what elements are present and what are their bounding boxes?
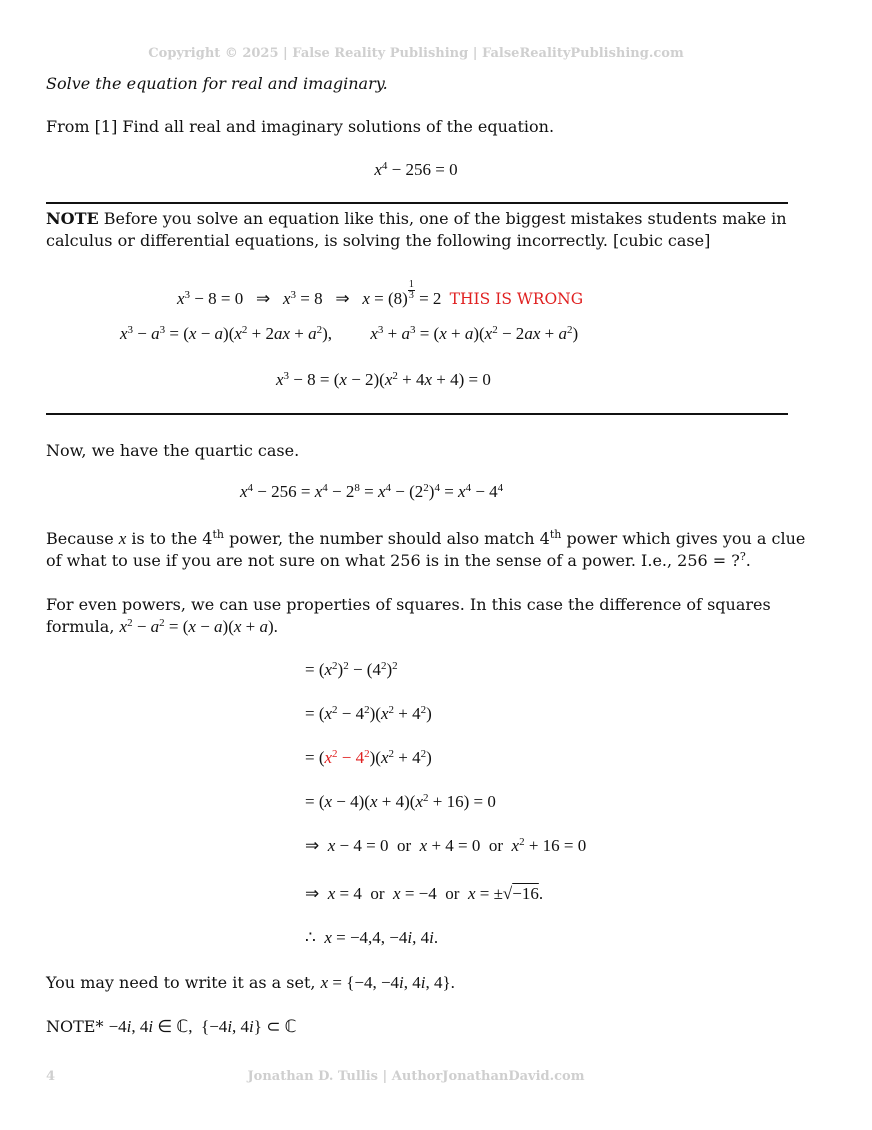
step-3: = $(x^2 - 4^2)(x^2 + 4^2)$: [305, 748, 432, 767]
footer-author: Jonathan D. Tullis | AuthorJonathanDavid.com: [247, 1069, 585, 1084]
note-label: NOTE: [46, 209, 99, 228]
cubic-factored: $x^3 - 8 = (x - 2)(x^2 + 4x + 4) = 0$: [276, 370, 491, 389]
set-line: You may need to write it as a set, x = {−4, −4i, 4i, 4}.: [46, 973, 455, 992]
note-top-rule: [46, 202, 788, 204]
note-bottom-rule: [46, 413, 788, 415]
page-number: 4: [46, 1069, 56, 1084]
intro-text: From [1] Find all real and imaginary solutions of the equation.: [46, 117, 555, 136]
step-1: = $(x^2)^2 - (4^2)^2$: [305, 660, 398, 679]
even-powers-line-1: For even powers, we can use properties of squares. In this case the difference of squares: [46, 595, 771, 614]
even-powers-line-2: formula, $x^2 - a^2 = (x - a)(x + a)$.: [46, 617, 278, 636]
quartic-intro: Now, we have the quartic case.: [46, 441, 300, 460]
step-4: = $(x - 4)(x + 4)(x^2 + 16) = 0$: [305, 792, 496, 811]
main-equation: $x^4 - 256 = 0$: [374, 160, 458, 179]
quartic-rewrite: $x^4 - 256 = x^4 - 2^8 = x^4 - (2^2)^4 = x^4 - 4^4$: [240, 482, 504, 501]
because-line-1: Because x is to the 4th power, the number should also match 4th power which gives you a clue: [46, 528, 806, 548]
wrong-cubic-equation: $x^3 - 8 = 0$ ⇒ $x^3 = 8$ ⇒ x = (8) $\frac{1}{3}$ = 2 THIS IS WRONG: [177, 279, 584, 308]
wrong-label: THIS IS WRONG: [449, 290, 584, 308]
step-5: ⇒ x − 4 = 0 or x + 4 = 0 or $x^2 + 16 = 0$: [305, 836, 587, 855]
step-7: ∴ x = −4,4, −4i, 4i.: [305, 928, 439, 947]
note-line-1: NOTE Before you solve an equation like this, one of the biggest mistakes students make in: [46, 209, 787, 228]
step-2: = $(x^2 - 4^2)(x^2 + 4^2)$: [305, 704, 432, 723]
copyright-header: Copyright © 2025 | False Reality Publishing | FalseRealityPublishing.com: [148, 46, 684, 61]
cubic-identities: $x^3 - a^3 = (x - a)(x^2 + 2ax + a^2)$, $x^3 + a^3 = (x + a)(x^2 - 2ax + a^2)$: [120, 324, 579, 343]
note-line-2: calculus or differential equations, is solving the following incorrectly. [cubic case]: [46, 231, 711, 250]
section-title: Solve the equation for real and imaginary.: [46, 74, 388, 93]
because-line-2: of what to use if you are not sure on what 256 is in the sense of a power. I.e., 256 = ??.: [46, 550, 751, 570]
step-6: ⇒ x = 4 or x = −4 or x = ±√−16.: [305, 884, 544, 903]
note-star-line: NOTE* −4i, 4i ∈ ℂ, {−4i, 4i} ⊂ ℂ: [46, 1017, 297, 1036]
